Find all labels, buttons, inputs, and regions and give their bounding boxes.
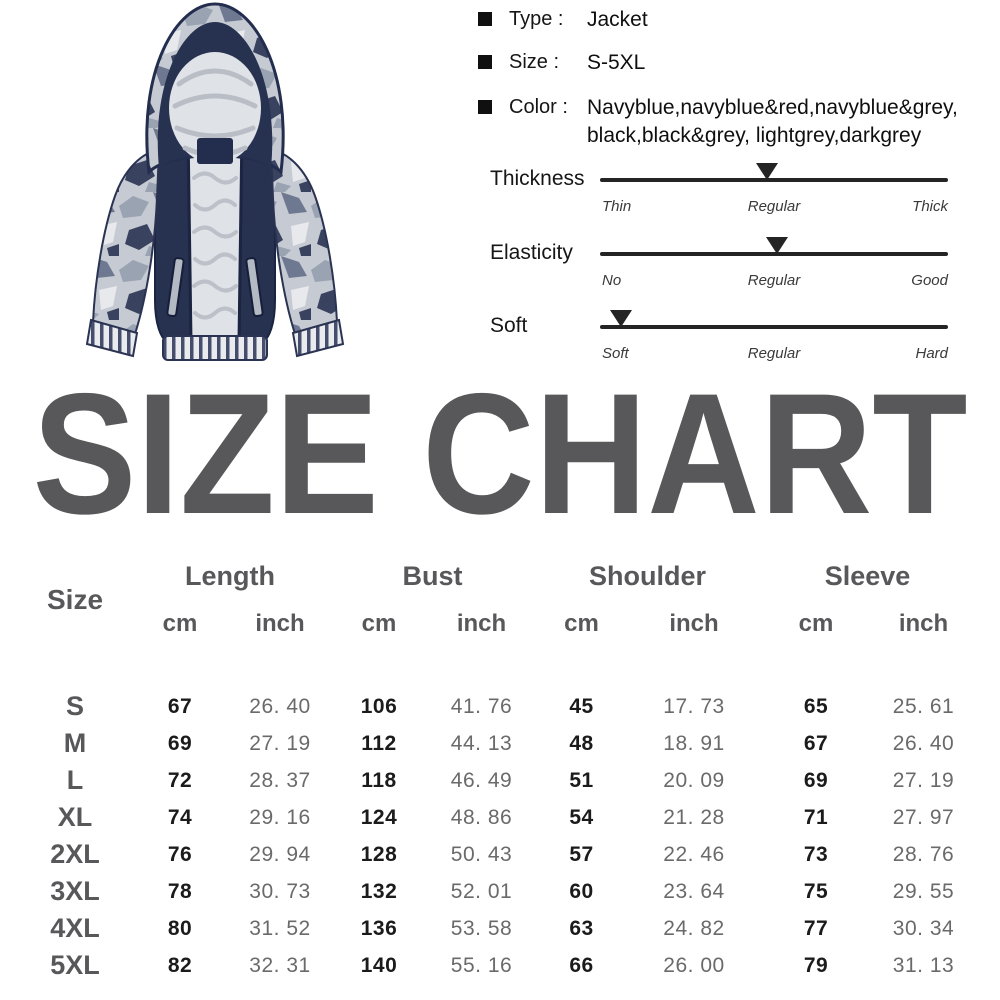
scale-label-mid: Regular: [747, 272, 801, 289]
cell-sleeve-inch: 28. 76: [892, 842, 955, 866]
spec-label: Type :: [509, 8, 564, 30]
cell-bust-cm: 132: [360, 879, 398, 903]
scale-label-mid: Regular: [747, 345, 801, 362]
cell-sleeve-inch: 31. 13: [892, 953, 955, 977]
cell-length-cm: 74: [167, 805, 193, 829]
cell-sleeve-inch: 27. 19: [892, 768, 955, 792]
row-size-label: 5XL: [50, 950, 100, 980]
cell-shoulder-inch: 18. 91: [663, 731, 725, 755]
cell-sleeve-cm: 77: [803, 916, 829, 940]
cell-sleeve-cm: 67: [803, 731, 829, 755]
slider-thickness: [478, 165, 948, 235]
cell-bust-inch: 41. 76: [450, 694, 513, 718]
cell-sleeve-inch: 27. 97: [892, 805, 955, 829]
cell-bust-cm: 136: [360, 916, 398, 940]
slider-soft: [478, 312, 948, 382]
cell-sleeve-cm: 73: [803, 842, 829, 866]
scale-label-left: Thin: [602, 198, 632, 215]
cell-length-cm: 82: [167, 953, 193, 977]
cell-shoulder-cm: 60: [569, 879, 594, 903]
cell-shoulder-inch: 20. 09: [663, 768, 725, 792]
cell-length-inch: 27. 19: [249, 731, 311, 755]
product-image: [55, 0, 375, 375]
col-sub-cm: cm: [162, 610, 198, 637]
cell-shoulder-inch: 22. 46: [663, 842, 725, 866]
scale-label-left: Soft: [602, 345, 629, 362]
col-sub-inch: inch: [255, 610, 305, 637]
slider-scale: [600, 198, 948, 220]
cell-bust-cm: 128: [360, 842, 398, 866]
row-size-label: XL: [57, 802, 93, 832]
scale-label-right: Good: [911, 272, 948, 289]
cell-sleeve-cm: 75: [803, 879, 829, 903]
col-sub-cm: cm: [798, 610, 834, 637]
jacket-hem: [163, 336, 267, 360]
collar-tag: [197, 138, 233, 164]
scale-label-mid: Regular: [747, 198, 801, 215]
cell-bust-cm: 112: [361, 731, 397, 755]
cell-length-inch: 29. 94: [249, 842, 311, 866]
scale-label-right: Hard: [915, 345, 948, 362]
cell-shoulder-cm: 51: [569, 768, 594, 792]
cell-shoulder-cm: 57: [569, 842, 594, 866]
cell-shoulder-cm: 45: [569, 694, 594, 718]
cell-bust-inch: 52. 01: [450, 879, 513, 903]
spec-value-line2: black,black&grey, lightgrey,darkgrey: [587, 124, 922, 147]
col-sub-inch: inch: [456, 610, 507, 637]
jacket-hood: [147, 4, 283, 172]
slider-scale: [600, 345, 948, 367]
row-size-label: S: [65, 691, 84, 721]
cell-bust-inch: 46. 49: [450, 768, 513, 792]
cell-sleeve-cm: 65: [803, 694, 829, 718]
spec-value-line1: Navyblue,navyblue&red,navyblue&grey,: [587, 96, 958, 119]
cell-bust-cm: 140: [360, 953, 398, 977]
col-sub-cm: cm: [361, 610, 397, 637]
spec-value: Jacket: [587, 8, 648, 31]
col-header-size: Size: [46, 584, 104, 615]
cell-length-inch: 26. 40: [249, 694, 311, 718]
cell-length-inch: 29. 16: [249, 805, 311, 829]
slider-track: [600, 252, 948, 256]
spec-label: Size :: [509, 51, 560, 73]
col-group-length: Length: [185, 560, 275, 591]
cell-bust-inch: 53. 58: [450, 916, 513, 940]
triangle-marker-icon: [756, 163, 778, 180]
triangle-marker-icon: [610, 310, 632, 327]
attribute-sliders: [478, 0, 948, 400]
col-sub-inch: inch: [898, 610, 949, 637]
slider-name: Elasticity: [490, 241, 573, 264]
size-table: [20, 552, 975, 984]
jacket-illustration: [55, 0, 375, 375]
cell-shoulder-inch: 17. 73: [663, 694, 725, 718]
col-group-bust: Bust: [402, 560, 463, 591]
scale-label-right: Thick: [912, 198, 948, 215]
slider-elasticity: [478, 239, 948, 309]
jacket-sleeve-right: [271, 150, 337, 334]
spec-value: S-5XL: [587, 51, 646, 74]
col-sub-cm: cm: [564, 610, 599, 637]
triangle-marker-icon: [766, 237, 788, 254]
cell-length-cm: 67: [167, 694, 193, 718]
cell-length-cm: 80: [167, 916, 193, 940]
cell-sleeve-inch: 29. 55: [892, 879, 955, 903]
slider-name: Soft: [490, 314, 528, 337]
cell-length-cm: 72: [167, 768, 193, 792]
row-size-label: 3XL: [50, 876, 100, 906]
slider-track: [600, 325, 948, 329]
col-group-sleeve: Sleeve: [824, 560, 911, 591]
cell-sleeve-inch: 26. 40: [892, 731, 955, 755]
scale-label-left: No: [602, 272, 622, 289]
cell-shoulder-cm: 48: [569, 731, 594, 755]
row-size-label: 4XL: [50, 913, 100, 943]
cell-shoulder-cm: 63: [569, 916, 594, 940]
cell-sleeve-inch: 30. 34: [892, 916, 955, 940]
slider-track: [600, 178, 948, 182]
cell-length-cm: 69: [167, 731, 193, 755]
row-size-label: 2XL: [50, 839, 100, 869]
cell-bust-inch: 44. 13: [450, 731, 513, 755]
cell-length-cm: 76: [167, 842, 193, 866]
jacket-sleeve-left: [93, 150, 159, 334]
size-chart-title-text: SIZE CHART: [32, 383, 968, 523]
cell-length-inch: 30. 73: [249, 879, 311, 903]
cell-bust-cm: 106: [360, 694, 398, 718]
cell-sleeve-inch: 25. 61: [892, 694, 955, 718]
cell-sleeve-cm: 69: [803, 768, 829, 792]
row-size-label: L: [66, 765, 84, 795]
cell-length-inch: 31. 52: [249, 916, 311, 940]
cell-shoulder-inch: 23. 64: [663, 879, 725, 903]
cell-shoulder-cm: 66: [569, 953, 594, 977]
cell-sleeve-cm: 71: [803, 805, 829, 829]
cell-sleeve-cm: 79: [803, 953, 829, 977]
cell-shoulder-inch: 24. 82: [663, 916, 725, 940]
cell-bust-inch: 48. 86: [450, 805, 513, 829]
size-chart-title: [30, 383, 970, 523]
slider-scale: [600, 272, 948, 294]
col-sub-inch: inch: [669, 610, 719, 637]
row-size-label: M: [63, 728, 87, 758]
cell-shoulder-inch: 21. 28: [663, 805, 725, 829]
cell-bust-cm: 124: [360, 805, 398, 829]
cell-bust-inch: 55. 16: [450, 953, 513, 977]
cell-bust-cm: 118: [361, 768, 397, 792]
slider-name: Thickness: [490, 167, 585, 190]
cell-length-cm: 78: [167, 879, 193, 903]
cell-length-inch: 28. 37: [249, 768, 311, 792]
cell-shoulder-inch: 26. 00: [663, 953, 725, 977]
cell-bust-inch: 50. 43: [450, 842, 513, 866]
cell-shoulder-cm: 54: [569, 805, 594, 829]
cell-length-inch: 32. 31: [249, 953, 311, 977]
spec-label: Color :: [509, 96, 568, 118]
col-group-shoulder: Shoulder: [588, 560, 706, 591]
table-spacer: [20, 648, 975, 688]
